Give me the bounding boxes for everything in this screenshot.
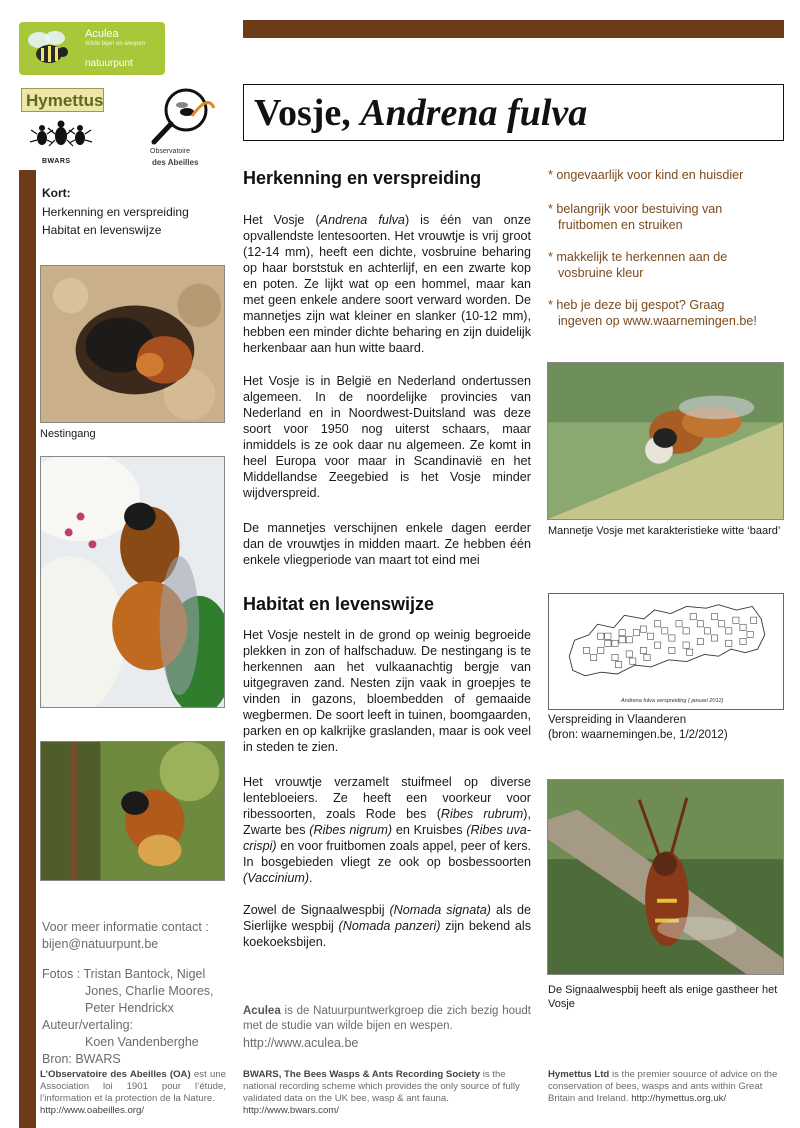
section-heading-herkenning: Herkenning en verspreiding: [243, 168, 482, 188]
map-grid-cell: [687, 649, 693, 655]
map-grid-cell: [697, 638, 703, 644]
map-grid-cell: [711, 635, 717, 641]
oa-bold: L’Observatoire des Abeilles (OA): [40, 1069, 191, 1080]
map-grid-cell: [619, 637, 625, 643]
latin-name: (Nomada signata): [389, 903, 491, 917]
aculea-link[interactable]: http://www.aculea.be: [243, 1036, 359, 1050]
text-span: ) is één van onze opvallendste lentesoorten. Het vrouwtje is vrij groot (12-14 mm), heeft een dichte, vosbruine beharing op haar borststuk en achterlijf, en een zwarte kop en poten. Ze lijkt wat op een hommel, maar kan met geen enkele andere soort verward worden. De mannetjes zijn wat kleiner en slanker (10-12 mm), hebben een minder dichte beharing en zijn duidelijk herkenbaar aan hun witte baard.: [243, 213, 531, 355]
bee-icon: [25, 26, 73, 70]
summary-item[interactable]: Habitat en levenswijze: [42, 223, 162, 237]
female-bee-photo: [40, 741, 225, 881]
map-grid-cell: [655, 621, 661, 627]
paragraph-nesting: Het Vosje nestelt in de grond op weinig begroeide plekken in zon of halfschaduw. De nestingang is te herkennen aan het vulkaanachtig bergje van uitgegraven zand. Nesten zijn vaak in groepjes te vinden in gazons, bloembedden of gemaaide wegbermen. De soort leeft in tuinen, boomgaarden, parken en op kalkrijke graslanden, maar is ook veel in steden te zien.: [243, 628, 531, 754]
oa-link[interactable]: http://www.oabeilles.org/: [40, 1105, 144, 1116]
observatoire-logo[interactable]: [134, 86, 226, 172]
map-grid-cell: [740, 624, 746, 630]
map-grid-cell: [605, 633, 611, 639]
map-grid-cell: [747, 631, 753, 637]
latin-name: (Ribes uva-crispi): [243, 823, 531, 853]
map-grid-cell: [605, 640, 611, 646]
aculea-name: Aculea: [85, 28, 119, 40]
nest-entrance-photo: [40, 265, 225, 423]
title-common-name: Vosje,: [254, 92, 361, 134]
hymettus-bold: Hymettus Ltd: [548, 1069, 610, 1080]
paragraph-foraging: [243, 774, 531, 886]
map-grid-cell: [630, 658, 636, 664]
paragraph-cuckoo-bees: [243, 902, 531, 950]
oa-desc: est une Association loi 1901 pour l’étude, l’information et la protection de la Nature.: [40, 1069, 226, 1104]
bullet-item: [548, 201, 788, 233]
text-span: zijn bekend als koekoeksbijen.: [243, 919, 532, 949]
map-grid-cell: [647, 633, 653, 639]
map-grid-cell: [619, 630, 625, 636]
map-grid-cell: [612, 640, 618, 646]
map-grid-cell: [704, 628, 710, 634]
map-grid-cell: [740, 638, 746, 644]
map-grid-cell: [591, 654, 597, 660]
distribution-map: [548, 593, 784, 710]
credits-source: Bron: BWARS: [42, 1052, 121, 1066]
map-caption-line: (bron: waarnemingen.be, 1/2/2012): [548, 729, 728, 741]
hymettus-desc: is the premier souurce of advice on the conservation of bees, wasps and ants within Great Britain and Ireland.: [548, 1069, 778, 1104]
magnifier-bee-icon: [134, 86, 226, 148]
map-grid-cell: [669, 647, 675, 653]
map-grid-cell: [633, 630, 639, 636]
top-band: [243, 20, 784, 38]
nest-caption: Nestingang: [40, 428, 96, 440]
bwars-logo[interactable]: [28, 116, 94, 172]
map-caption: [548, 713, 728, 743]
summary-heading: Kort:: [42, 186, 71, 200]
aculea-footer-text: [243, 1004, 531, 1034]
map-grid-cell: [676, 621, 682, 627]
map-grid-cell: [683, 642, 689, 648]
bullet-item: [548, 249, 788, 281]
page-title: [254, 91, 587, 135]
text-span: Het vrouwtje verzamelt stuifmeel op diverse lentebloeiers. Ze heeft een voorkeur voor ribessoorten, zoals Rode bes (: [243, 775, 531, 821]
bullet-item: [548, 167, 788, 183]
credits-photos: Fotos : Tristan Bantock, Nigel: [42, 967, 206, 981]
bullet-text: fruitbomen en struiken: [558, 218, 683, 232]
male-caption: Mannetje Vosje met karakteristieke witte ‘baard’: [548, 525, 781, 537]
title-latin-name: Andrena fulva: [360, 92, 588, 134]
contact-email[interactable]: bijen@natuurpunt.be: [42, 937, 159, 951]
map-grid-cell: [640, 626, 646, 632]
map-grid-cell: [655, 642, 661, 648]
nomada-caption: De Signaalwespbij heeft als enige gastheer het Vosje: [548, 984, 778, 1010]
credits-author: Koen Vandenberghe: [85, 1035, 199, 1049]
bwars-bold: BWARS, The Bees Wasps & Ants Recording Society: [243, 1069, 481, 1080]
oa-footer: [40, 1069, 226, 1117]
summary-item[interactable]: Herkenning en verspreiding: [42, 205, 189, 219]
aculea-logo[interactable]: [19, 22, 165, 75]
map-grid-cell: [626, 637, 632, 643]
map-grid-cell: [626, 651, 632, 657]
hymettus-name: Hymettus: [26, 91, 104, 110]
hymettus-footer: [548, 1069, 788, 1105]
bullet-text: vosbruine kleur: [558, 266, 644, 280]
map-grid-cell: [719, 621, 725, 627]
text-span: als de Sierlijke wespbij: [243, 903, 531, 933]
nomada-signata-photo: [547, 779, 784, 975]
bullet-text: ingeven op www.waarnemingen.be!: [558, 314, 757, 328]
map-flanders: [549, 594, 785, 698]
female-on-flower-photo: [40, 456, 225, 708]
latin-name: Ribes rubrum: [440, 807, 524, 821]
map-grid-cell: [726, 640, 732, 646]
map-grid-cell: [598, 633, 604, 639]
hymettus-link[interactable]: http://hymettus.org.uk/: [631, 1093, 727, 1104]
aculea-bold: Aculea: [243, 1005, 281, 1017]
left-bar: [19, 170, 36, 1128]
male-bee-photo: [547, 362, 784, 520]
paragraph-flight-period: De mannetjes verschijnen enkele dagen eerder dan de vrouwtjes in midden maart. Ze hebben één enkele vliegperiode van maart tot eind mei: [243, 521, 531, 567]
map-grid-cell: [683, 628, 689, 634]
latin-name: Andrena fulva: [319, 213, 405, 227]
map-grid-cell: [669, 635, 675, 641]
map-grid-cell: [640, 647, 646, 653]
bullet-text: * ongevaarlijk voor kind en huisdier: [548, 168, 744, 182]
map-grid-cell: [615, 662, 621, 668]
contact-info: [42, 919, 227, 953]
map-grid-cell: [733, 617, 739, 623]
map-grid-cell: [662, 628, 668, 634]
credits: [42, 966, 232, 1068]
paragraph-distribution: Het Vosje is in België en Nederland ondertussen algemeen. In de noordelijke provincies van Nederland en in Noordwest-Duitsland was deze soort voor 1950 nog uiterst schaars, maar inmiddels is ze ook daar nu algemeen. Ze komt in heel Europa voor maar in Scandinavië en het Middellandse Zeegebied is het Vosje minder wijdverspreid.: [243, 374, 531, 500]
bwars-label: BWARS: [42, 158, 71, 165]
bullet-item: [548, 297, 788, 329]
text-span: ), Zwarte bes: [243, 807, 531, 837]
map-grid-cell: [697, 621, 703, 627]
paragraph-description: [243, 212, 531, 356]
text-span: Het Vosje (: [243, 213, 320, 227]
text-span: .: [309, 871, 313, 885]
map-grid-cell: [751, 617, 757, 623]
aculea-org: natuurpunt: [85, 58, 133, 69]
oa-line1: Observatoire: [150, 148, 191, 155]
hymettus-logo[interactable]: [21, 88, 104, 112]
map-grid-cell: [583, 647, 589, 653]
map-grid-cell: [690, 614, 696, 620]
map-grid-cell: [644, 654, 650, 660]
bullet-text: * heb je deze bij gespot? Graag: [548, 298, 725, 312]
bwars-desc: is the national recording scheme which provides the only source of fully validated data on the UK bee, wasp & ant fauna.: [243, 1069, 520, 1104]
aculea-tagline: Wilde bijen en wespen: [85, 41, 146, 47]
aculea-desc: is de Natuurpuntwerkgroep die zich bezig houdt met de studie van wilde bijen en wespen.: [243, 1005, 531, 1032]
bwars-footer: [243, 1069, 533, 1117]
text-span: Zowel de Signaalwespbij: [243, 903, 390, 917]
bwars-link[interactable]: http://www.bwars.com/: [243, 1105, 339, 1116]
latin-name: (Nomada panzeri): [338, 919, 441, 933]
map-grid-cell: [598, 647, 604, 653]
section-heading-habitat: Habitat en levenswijze: [243, 594, 435, 614]
credits-photos-cont: Peter Hendrickx: [85, 1001, 174, 1015]
map-caption-line: Verspreiding in Vlaanderen: [548, 714, 687, 726]
title-box: [243, 84, 784, 141]
map-grid-cell: [726, 628, 732, 634]
insects-icon: [28, 116, 94, 158]
credits-author-label: Auteur/vertaling:: [42, 1018, 134, 1032]
map-grid-cell: [612, 654, 618, 660]
latin-name: (Vaccinium): [243, 871, 310, 885]
map-grid-cell: [711, 614, 717, 620]
credits-photos-cont: Jones, Charlie Moores,: [85, 984, 214, 998]
contact-label: Voor meer informatie contact :: [42, 920, 209, 934]
map-note: Andrena fulva verspreiding ( januari 2012): [621, 698, 724, 704]
latin-name: (Ribes nigrum): [309, 823, 393, 837]
bullet-text: * belangrijk voor bestuiving van: [548, 202, 723, 216]
oa-line2: des Abeilles: [152, 158, 199, 167]
bullet-text: * makkelijk te herkennen aan de: [548, 250, 728, 264]
text-span: en voor fruitbomen zoals appel, peer of kers. In bosgebieden vliegt ze ook op bosbessoorten: [243, 839, 531, 869]
text-span: en Kruisbes: [392, 823, 467, 837]
